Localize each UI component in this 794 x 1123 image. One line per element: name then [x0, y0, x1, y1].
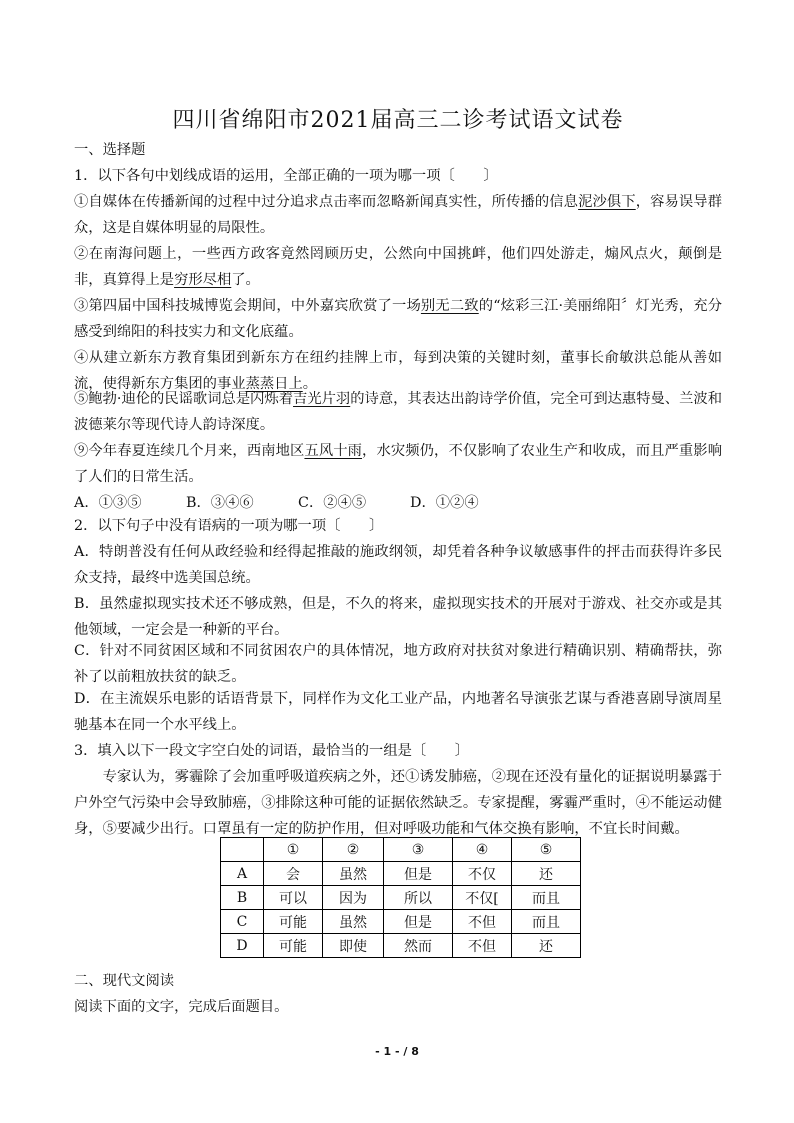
table-cell: 不仅 [453, 862, 512, 886]
option-c: C．②④⑤ [298, 495, 367, 511]
underlined-idiom: 泥沙俱下 [578, 194, 636, 210]
table-row [221, 886, 581, 910]
q3-stem: 3．填入以下一段文字空白处的词语，最恰当的一组是〔 〕 [74, 743, 470, 759]
table-cell: 还 [512, 934, 581, 958]
sentence-text: ，容易误导群众，这是自媒体明显的局限性。 [74, 194, 723, 236]
table-cell: 还 [512, 862, 581, 886]
table-cell: 可能 [264, 934, 323, 958]
q2-option-c: C．针对不同贫困区域和不同贫困农户的具体情况，地方政府对扶贫对象进行精确识别、精确帮扶，弥补了以前粗放扶贫的缺乏。 [74, 643, 722, 685]
underlined-idiom: 五风十雨 [304, 443, 363, 459]
sentence-text: ③第四届中国科技城博览会期间，中外嘉宾欣赏了一场 [74, 298, 421, 314]
table-cell: ⑤ [512, 838, 581, 862]
underlined-idiom: 穷形尽相 [174, 272, 232, 288]
table-cell: A [221, 862, 264, 886]
q1-sentence-6 [74, 438, 722, 490]
option-b: B．③④⑥ [186, 495, 254, 511]
sentence-text: ⑤鲍勃·迪伦的民谣歌词总是闪烁着 [74, 391, 294, 407]
table-cell: 因为 [323, 886, 384, 910]
q2-stem: 2．以下句子中没有语病的一项为哪一项〔 〕 [74, 518, 384, 534]
sentence-text: ⑨今年春夏连续几个月来，西南地区 [74, 443, 305, 459]
table-cell: 可以 [264, 886, 323, 910]
q3-answer-table [220, 837, 581, 958]
q2-option-b: B．虽然虚拟现实技术还不够成熟，但是，不久的将来，虚拟现实技术的开展对于游戏、社交亦或是其他领域，一定会是一种新的平台。 [74, 596, 722, 638]
table-cell: 所以 [384, 886, 453, 910]
table-cell [221, 838, 264, 862]
table-cell: 会 [264, 862, 323, 886]
q1-sentence-2 [74, 241, 722, 293]
table-cell: 虽然 [323, 910, 384, 934]
table-cell: 而且 [512, 910, 581, 934]
q1-sentence-1 [74, 189, 722, 241]
q1-sentence-5 [74, 386, 722, 438]
table-cell: 不仅[ [453, 886, 512, 910]
table-cell: ③ [384, 838, 453, 862]
table-cell: 虽然 [323, 862, 384, 886]
table-cell: ② [323, 838, 384, 862]
table-header-row [221, 838, 581, 862]
sentence-text: ①自媒体在传播新闻的过程中过分追求点击率而忽略新闻真实性，所传播的信息 [74, 194, 579, 210]
table-cell: 可能 [264, 910, 323, 934]
underlined-idiom: 吉光片羽 [293, 391, 351, 407]
sentence-text: ④从建立新东方教育集团到新东方在纽约挂牌上市，每到决策的关键时刻，董事长俞敏洪总能从善如流，使得新东方集团的事业 [74, 350, 722, 392]
page-number: - 1 - / 8 [375, 1045, 419, 1058]
table-cell: 然而 [384, 934, 453, 958]
table-cell: D [221, 934, 264, 958]
table-cell: 即使 [323, 934, 384, 958]
page-title: 四川省绵阳市2021届高三二诊考试语文试卷 [172, 108, 624, 133]
table-cell: 不但 [453, 934, 512, 958]
table-cell: C [221, 910, 264, 934]
sentence-text: 的诗意，其表达出韵诗学价值，完全可到达惠特曼、兰波和波德莱尔等现代诗人韵诗深度。 [74, 391, 723, 433]
reading-intro: 阅读下面的文字，完成后面题目。 [74, 999, 289, 1015]
table-row [221, 862, 581, 886]
option-d: D．①②④ [410, 495, 479, 511]
table-cell: 不但 [453, 910, 512, 934]
sentence-text: ，水灾频仍，不仅影响了农业生产和收成，而且严重影响了人们的日常生活。 [74, 443, 722, 485]
table-cell: B [221, 886, 264, 910]
section-heading-2: 二、现代文阅读 [74, 973, 175, 989]
q1-sentence-3 [74, 293, 722, 345]
table-cell: 而且 [512, 886, 581, 910]
q1-stem: 1．以下各句中划线成语的运用，全部正确的一项为哪一项〔 〕 [74, 168, 498, 184]
q2-option-a: A．特朗普没有任何从政经验和经得起推敲的施政纲领，却凭着各种争议敏感事件的抨击而获得许多民众支持，最终中选美国总统。 [74, 544, 722, 586]
sentence-text: ②在南海问题上，一些西方政客竟然罔顾历史，公然向中国挑衅，他们四处游走，煽风点火，颠倒是非，真算得上是 [74, 246, 722, 288]
sentence-text: 。 [302, 376, 318, 392]
option-a: A．①③⑤ [74, 495, 142, 511]
table-cell: 但是 [384, 910, 453, 934]
q3-passage: 专家认为，雾霾除了会加重呼吸道疾病之外，还①诱发肺癌，②现在还没有量化的证据说明暴露于户外空气污染中会导致肺癌，③排除这种可能的证据依然缺乏。专家提醒，雾霾严重时，④不能运动健身，⑤要减少出行。口罩虽有一定的防护作用，但对呼吸功能和气体交换有影响，不宜长时间戴。 [74, 769, 722, 837]
sentence-text: 的“炫彩三江·美丽绵阳〞灯光秀，充分感受到绵阳的科技实力和文化底蕴。 [74, 298, 723, 340]
table-cell: 但是 [384, 862, 453, 886]
section-heading-1: 一、选择题 [74, 142, 146, 158]
table-cell: ④ [453, 838, 512, 862]
sentence-text: 了。 [231, 272, 260, 288]
underlined-idiom: 别无二致 [420, 298, 479, 314]
q2-option-d: D．在主流娱乐电影的话语背景下，同样作为文化工业产品，内地著名导演张艺谋与香港喜剧导演周星驰基本在同一个水平线上。 [74, 691, 722, 733]
table-row [221, 910, 581, 934]
underlined-idiom: 蒸蒸日上 [245, 376, 303, 392]
table-cell: ① [264, 838, 323, 862]
table-row [221, 934, 581, 958]
